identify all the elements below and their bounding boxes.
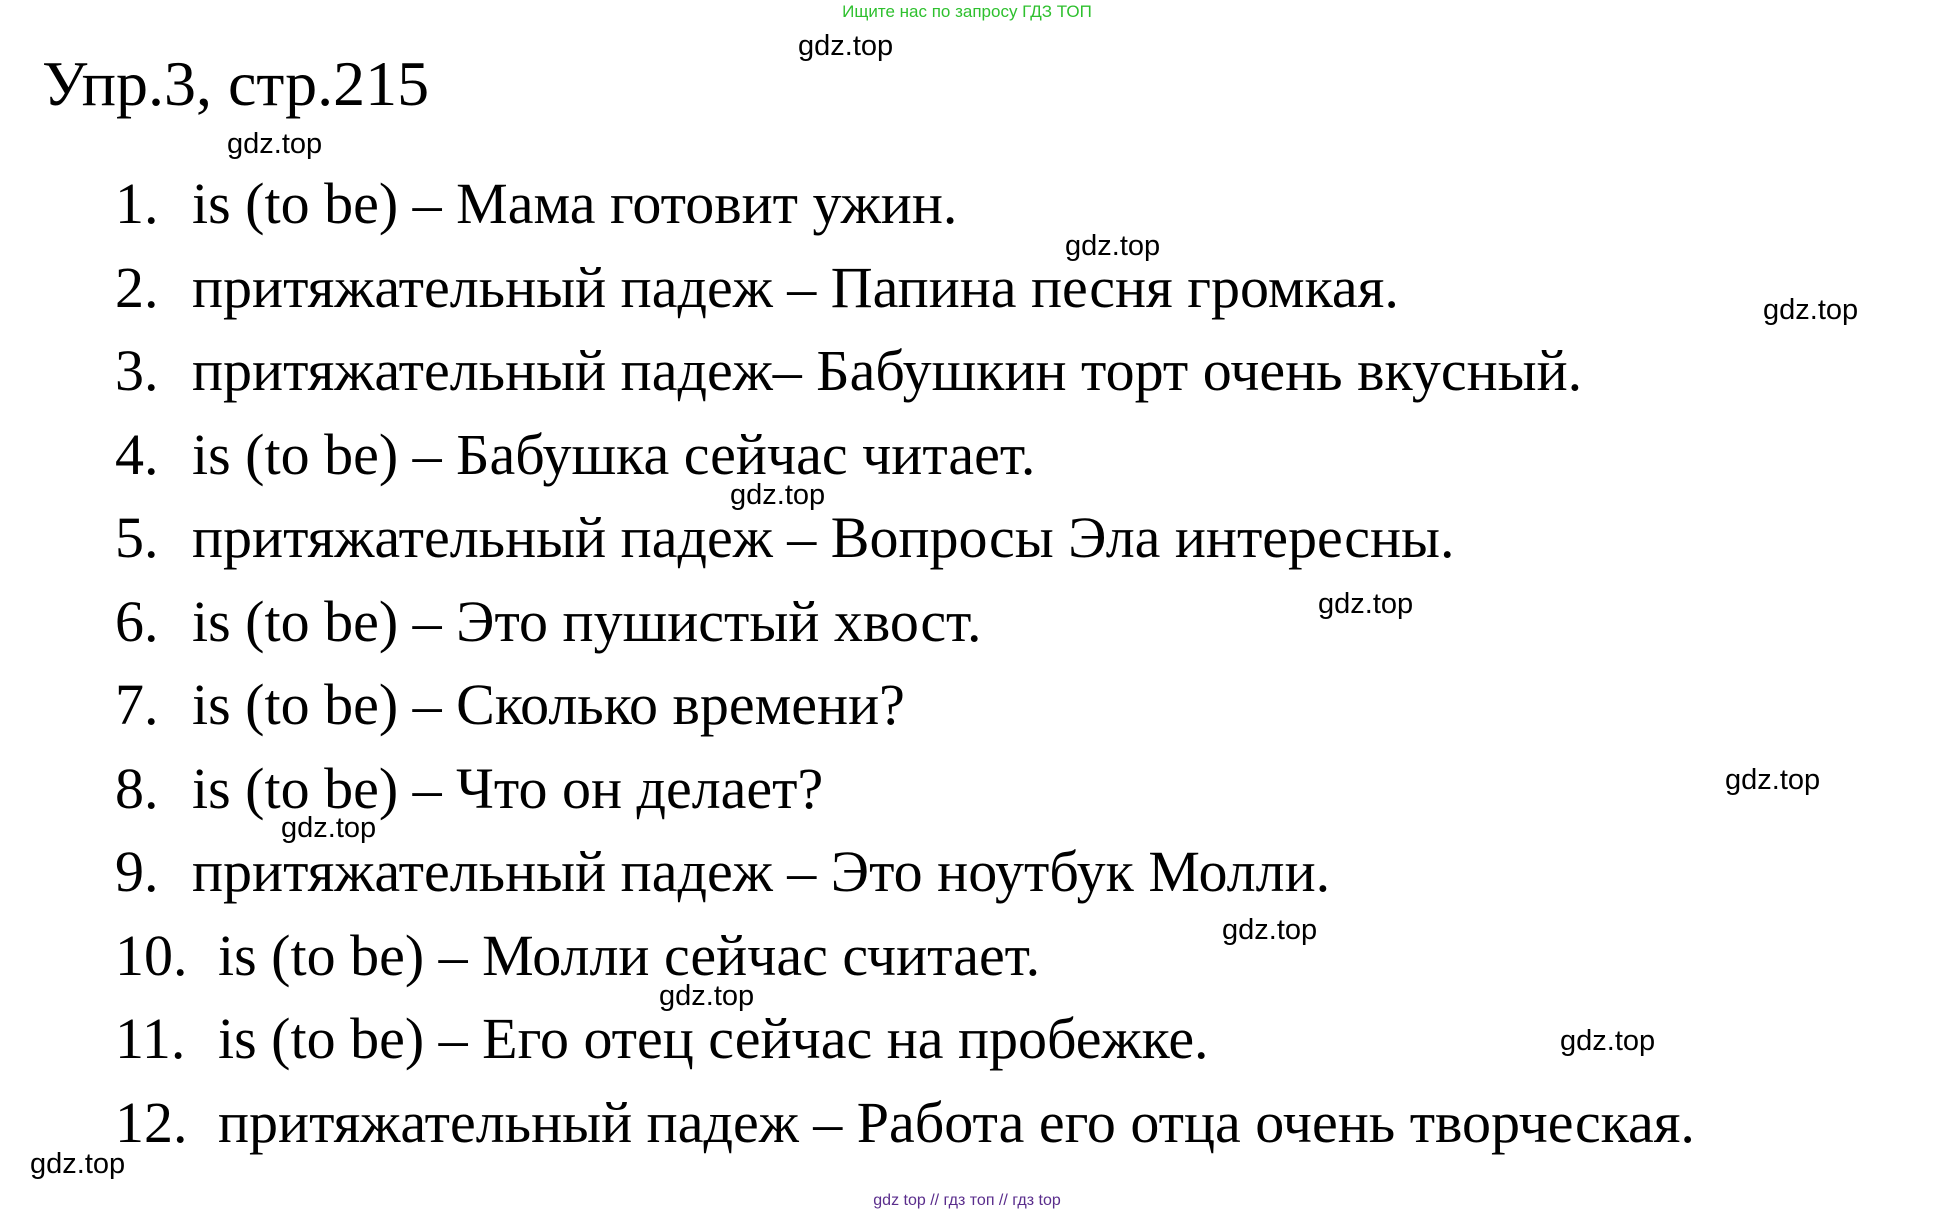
- list-item: [115, 580, 1695, 664]
- watermark: gdz.top: [1222, 914, 1318, 946]
- item-number: 8.: [115, 755, 159, 821]
- item-text: is (to be) – Мама готовит ужин.: [192, 171, 958, 236]
- item-text: притяжательный падеж – Работа его отца очень творческая.: [218, 1089, 1695, 1155]
- item-number: 2.: [115, 254, 159, 320]
- item-text: притяжательный падеж – Вопросы Эла интересны.: [192, 505, 1455, 570]
- watermark: gdz.top: [281, 812, 377, 844]
- item-text: is (to be) – Это пушистый хвост.: [192, 588, 982, 654]
- item-text: is (to be) – Сколько времени?: [192, 672, 905, 737]
- watermark: gdz.top: [1763, 294, 1859, 326]
- watermark: gdz.top: [1065, 230, 1161, 262]
- top-banner: Ищите нас по запросу ГДЗ ТОП: [842, 2, 1092, 21]
- list-item: [115, 663, 1695, 747]
- item-number: 6.: [115, 588, 159, 654]
- exercise-title: Упр.3, стр.215: [42, 48, 430, 119]
- item-text: притяжательный падеж– Бабушкин торт очень вкусный.: [192, 338, 1583, 403]
- list-item: [115, 1081, 1695, 1165]
- item-text: притяжательный падеж – Папина песня громкая.: [192, 254, 1399, 320]
- item-number: 3.: [115, 338, 159, 403]
- item-number: 1.: [115, 171, 159, 236]
- bottom-banner: gdz top // гдз топ // гдз top: [873, 1192, 1061, 1209]
- item-number: 11.: [115, 1006, 186, 1071]
- item-number: 9.: [115, 839, 159, 904]
- list-item: [115, 914, 1695, 998]
- item-number: 12.: [115, 1089, 188, 1155]
- list-item: [115, 162, 1695, 246]
- watermark: gdz.top: [1560, 1025, 1656, 1057]
- item-number: 4.: [115, 421, 159, 487]
- list-item: [115, 496, 1695, 580]
- item-number: 7.: [115, 672, 159, 737]
- list-item: [115, 413, 1695, 497]
- watermark: gdz.top: [659, 980, 755, 1012]
- item-text: is (to be) – Молли сейчас считает.: [218, 922, 1041, 988]
- list-item: [115, 997, 1695, 1081]
- watermark: gdz.top: [30, 1148, 126, 1180]
- watermark: gdz.top: [1318, 588, 1414, 620]
- item-text: is (to be) – Бабушка сейчас читает.: [192, 421, 1036, 487]
- item-text: is (to be) – Что он делает?: [192, 755, 824, 821]
- list-item: [115, 329, 1695, 413]
- item-text: is (to be) – Его отец сейчас на пробежке.: [218, 1006, 1209, 1071]
- list-item: [115, 246, 1695, 330]
- watermark: gdz.top: [227, 128, 323, 160]
- watermark: gdz.top: [1725, 764, 1821, 796]
- item-number: 5.: [115, 505, 159, 570]
- watermark: gdz.top: [730, 479, 826, 511]
- item-number: 10.: [115, 922, 188, 988]
- item-text: притяжательный падеж – Это ноутбук Молли.: [192, 839, 1331, 904]
- answer-list: [115, 162, 1695, 1164]
- watermark: gdz.top: [798, 30, 894, 62]
